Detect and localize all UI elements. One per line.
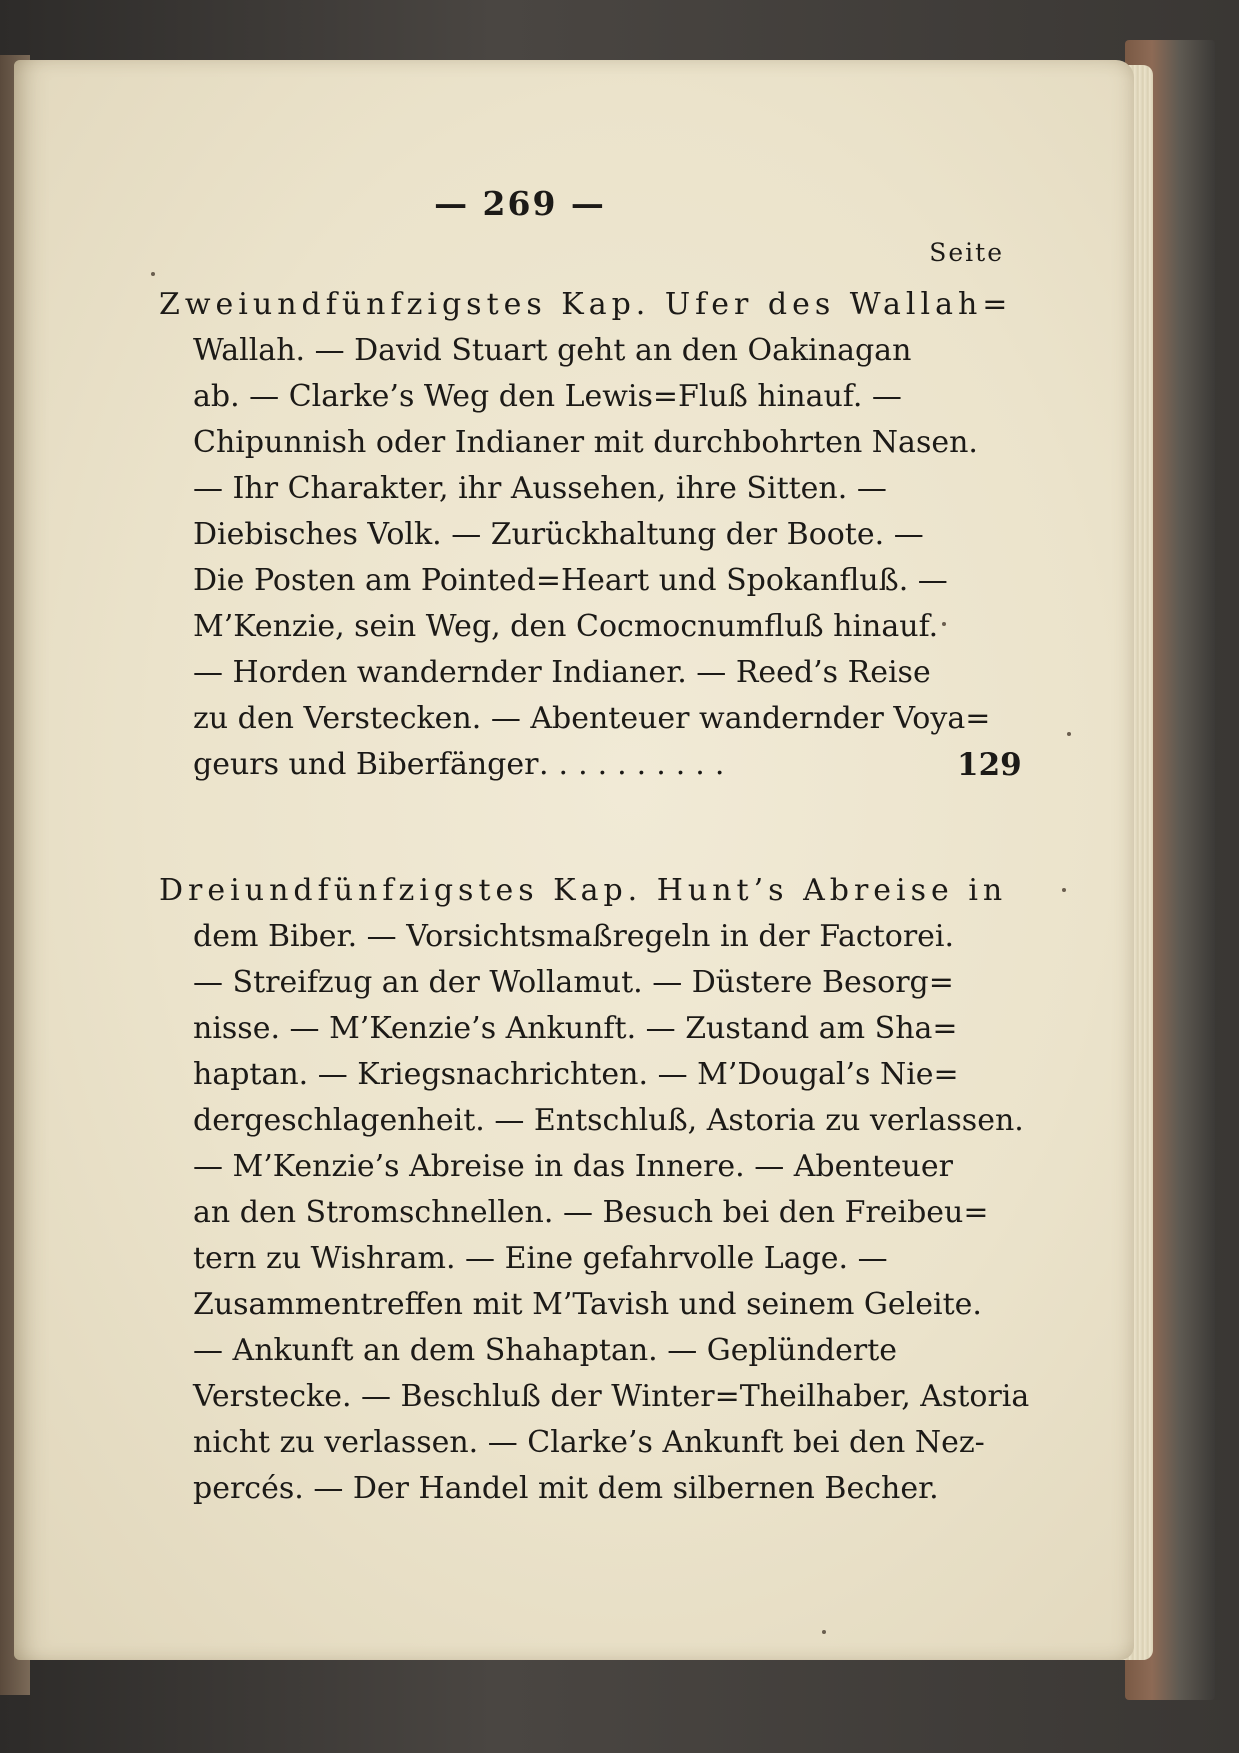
entry-line: M’Kenzie, sein Weg, den Cocmocnumfluß hinauf. (193, 609, 939, 644)
entry-line: percés. — Der Handel mit dem silbernen Becher. (193, 1471, 939, 1506)
page-paper (14, 60, 1134, 1660)
entry-line: Dreiundfünfzigstes Kap. Hunt’s Abreise in (159, 873, 1008, 908)
column-heading-seite: Seite (929, 238, 1004, 267)
entry-line: dem Biber. — Vorsichtsmaßregeln in der Factorei. (193, 919, 955, 954)
paper-speck (822, 1630, 826, 1634)
toc-entry-chapter-53 (159, 868, 1030, 1512)
entry-line: Diebisches Volk. — Zurückhaltung der Boote. — (193, 517, 924, 552)
paper-speck (1062, 888, 1066, 892)
entry-line: — Horden wandernder Indianer. — Reed’s Reise (193, 655, 931, 690)
entry-line: tern zu Wishram. — Eine gefahrvolle Lage. — (193, 1241, 888, 1276)
dot-leader: .......... (539, 747, 735, 782)
entry-line: — Ihr Charakter, ihr Aussehen, ihre Sitten. — (193, 471, 887, 506)
entry-line: ab. — Clarke’s Weg den Lewis=Fluß hinauf. — (193, 379, 902, 414)
entry-line: Chipunnish oder Indianer mit durchbohrten Nasen. (193, 425, 978, 460)
entry-line: Die Posten am Pointed=Heart und Spokanfluß. — (193, 563, 948, 598)
entry-line: Verstecke. — Beschluß der Winter=Theilhaber, Astoria (193, 1379, 1030, 1414)
entry-line: — Streifzug an der Wollamut. — Düstere Besorg= (193, 965, 954, 1000)
entry-page-number: 129 (957, 747, 1022, 783)
entry-line: Zusammentreffen mit M’Tavish und seinem Geleite. (193, 1287, 982, 1322)
paper-speck (1067, 732, 1071, 736)
entry-line: an den Stromschnellen. — Besuch bei den Freibeu= (193, 1195, 989, 1230)
entry-line: zu den Verstecken. — Abenteuer wandernder Voya= (193, 701, 991, 736)
entry-line: Zweiundfünfzigstes Kap. Ufer des Wallah= (159, 287, 1013, 322)
entry-line: dergeschlagenheit. — Entschluß, Astoria zu verlassen. (193, 1103, 1024, 1138)
entry-line: nisse. — M’Kenzie’s Ankunft. — Zustand am Sha= (193, 1011, 958, 1046)
toc-entry-chapter-52 (159, 282, 1022, 788)
entry-line: haptan. — Kriegsnachrichten. — M’Dougal’s Nie= (193, 1057, 959, 1092)
paper-speck (151, 272, 155, 276)
paper-speck (942, 622, 946, 626)
entry-line: geurs und Biberfänger (193, 747, 539, 782)
entry-line: — M’Kenzie’s Abreise in das Innere. — Abenteuer (193, 1149, 953, 1184)
page-text (14, 60, 1134, 1660)
entry-line: — Ankunft an dem Shahaptan. — Geplünderte (193, 1333, 898, 1368)
page-number-header: — 269 — (434, 184, 606, 223)
entry-line: nicht zu verlassen. — Clarke’s Ankunft bei den Nez- (193, 1425, 985, 1460)
entry-last-line-with-leader (159, 742, 1022, 788)
entry-line: Wallah. — David Stuart geht an den Oakinagan (193, 333, 912, 368)
